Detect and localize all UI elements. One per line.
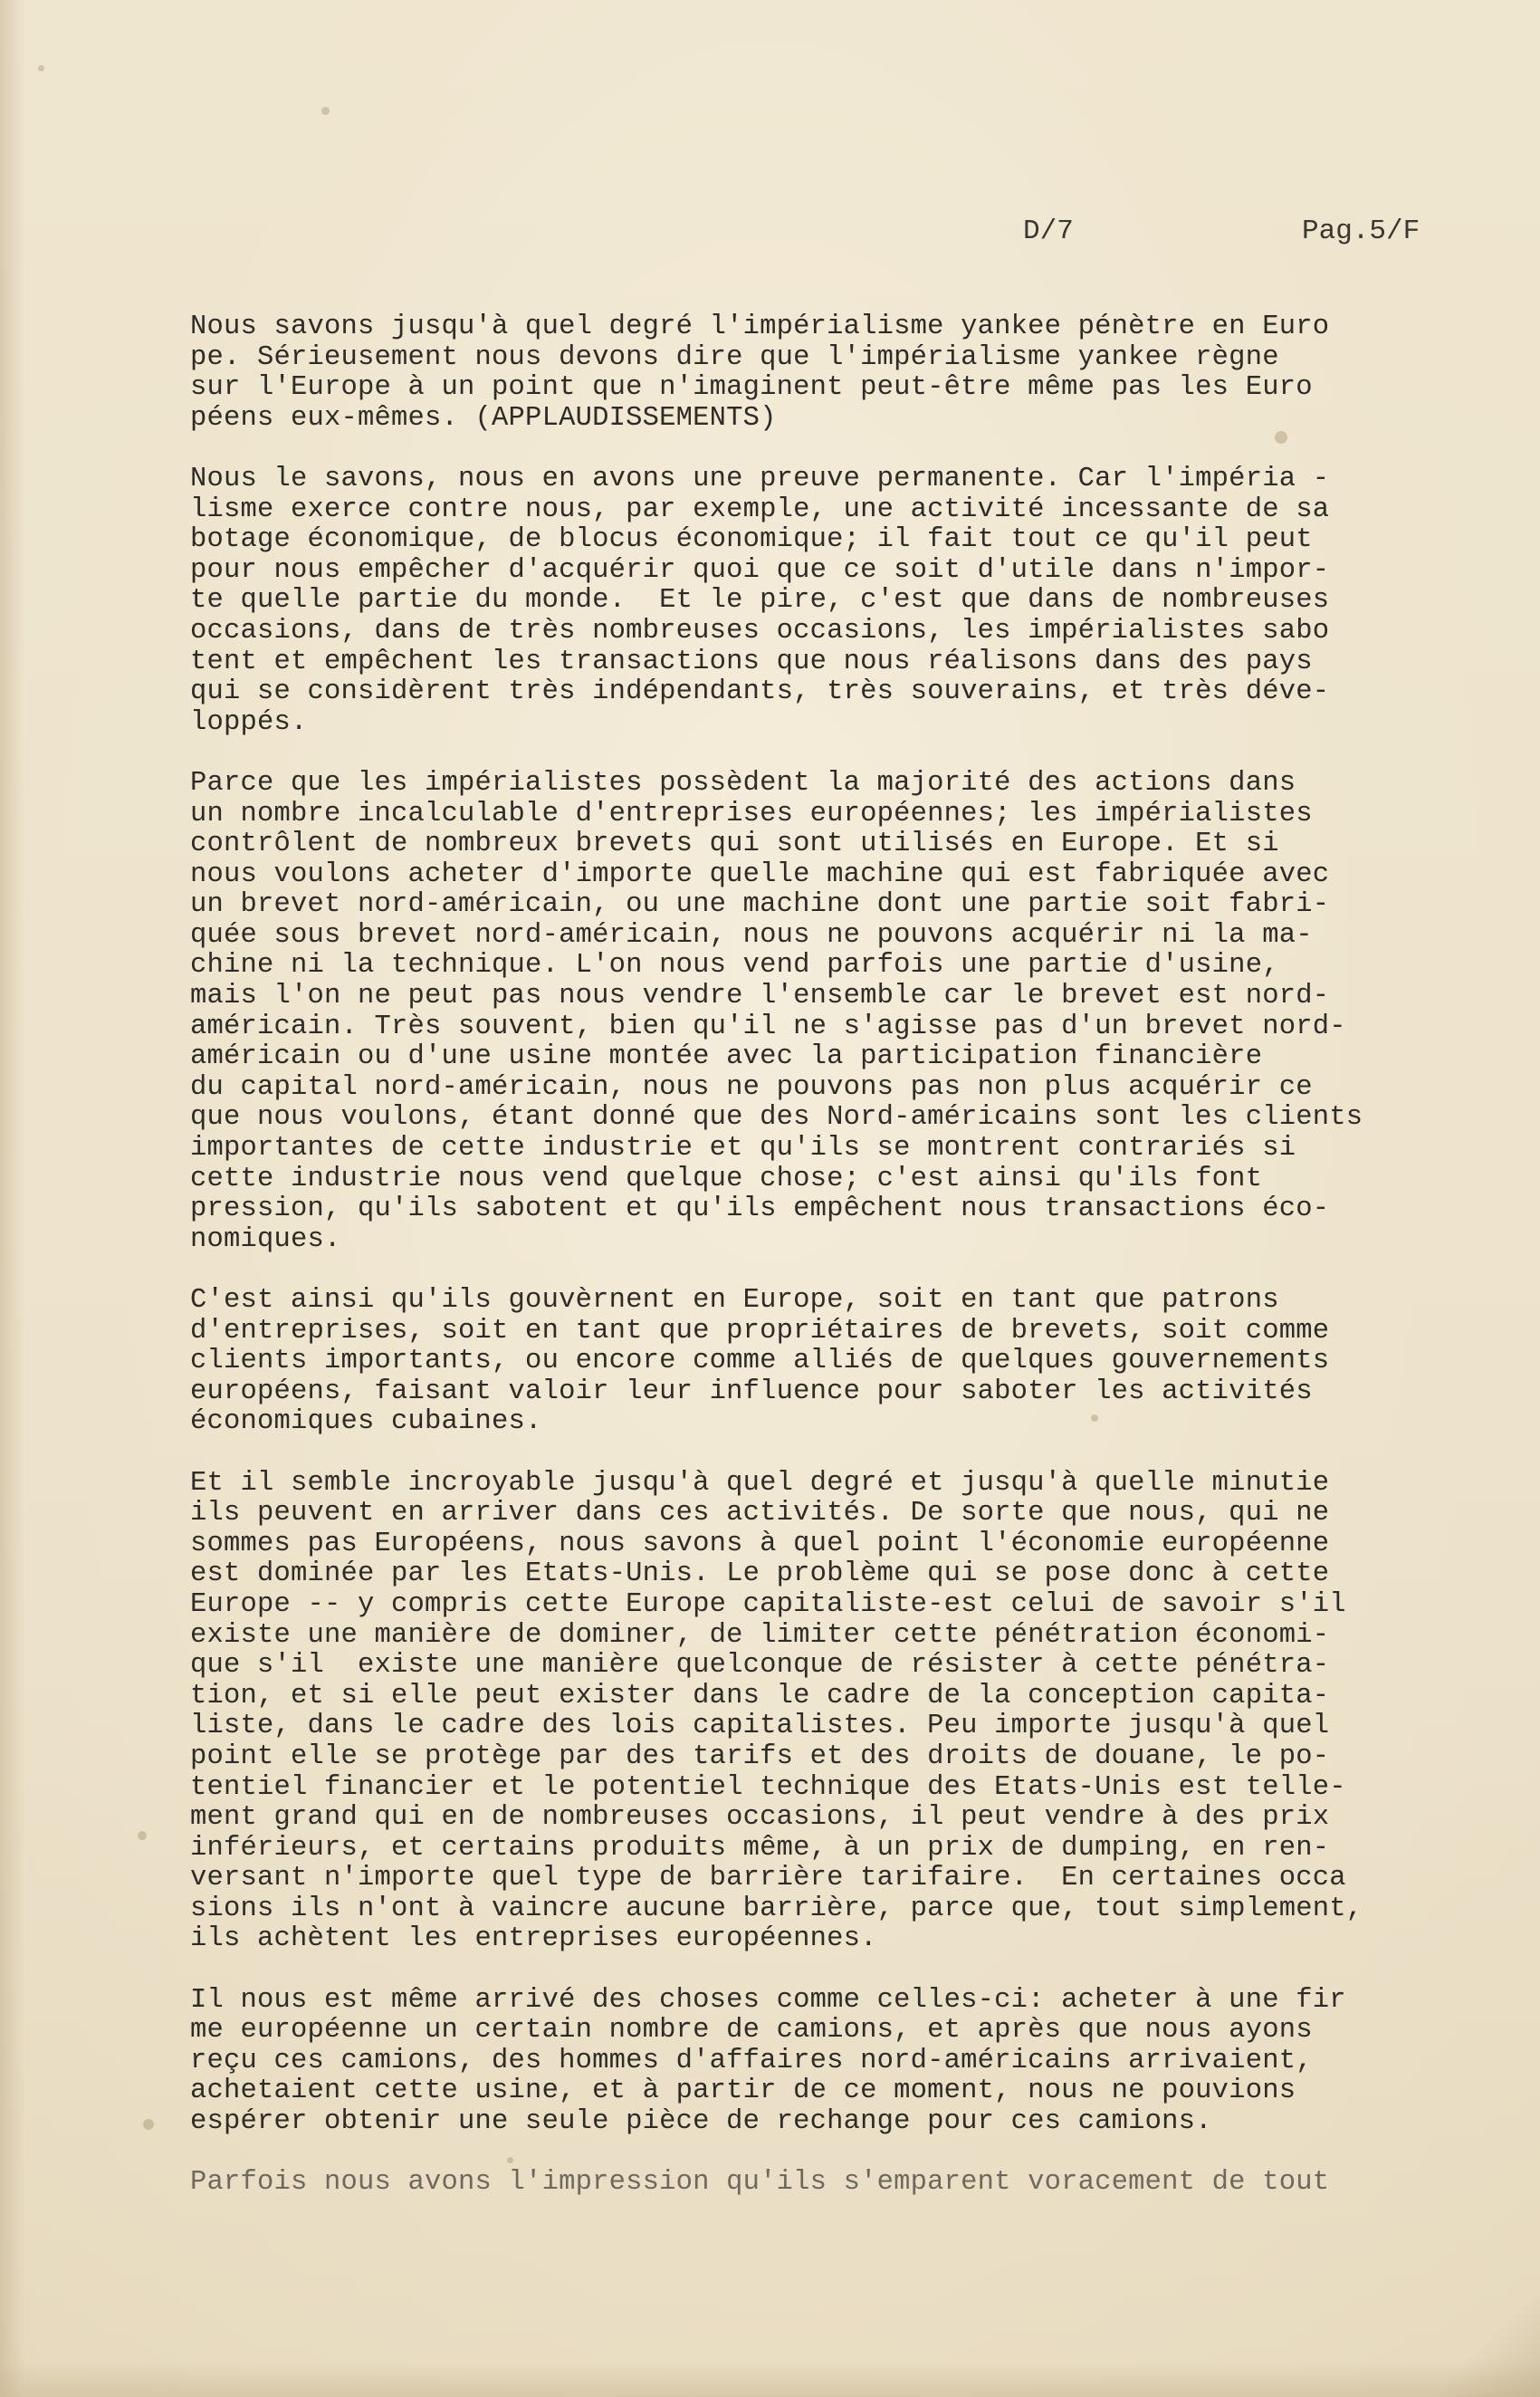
paragraph: [190, 1469, 1476, 1956]
text-line: tent et empêchent les transactions que nous réalisons dans des pays: [190, 646, 1313, 677]
paper-speck: [321, 107, 330, 115]
document-reference: D/7: [1023, 216, 1074, 247]
text-line: américain. Très souvent, bien qu'il ne s'agisse pas d'un brevet nord-: [190, 1011, 1346, 1042]
text-line: cette industrie nous vend quelque chose; c'est ainsi qu'ils font: [190, 1163, 1263, 1194]
text-line: point elle se protège par des tarifs et des droits de douane, le po-: [190, 1740, 1330, 1772]
text-line: ils peuvent en arriver dans ces activités. De sorte que nous, qui ne: [190, 1498, 1330, 1529]
page-number: Pag.5/F: [1302, 216, 1420, 247]
paper-speck: [143, 2119, 154, 2130]
text-line: me européenne un certain nombre de camions, et après que nous ayons: [190, 2015, 1313, 2047]
text-line: nous voulons acheter d'importe quelle machine qui est fabriquée avec: [190, 858, 1330, 890]
text-line: sommes pas Européens, nous savons à quel point l'économie européenne: [190, 1528, 1330, 1559]
text-line: Parce que les impérialistes possèdent la majorité des actions dans: [190, 767, 1296, 799]
paragraph: [190, 465, 1476, 738]
paper-corner-shadow: [1413, 2297, 1540, 2397]
text-line: achetaient cette usine, et à partir de ce moment, nous ne pouvions: [190, 2076, 1296, 2107]
text-line: existe une manière de dominer, de limiter cette pénétration économi-: [190, 1619, 1330, 1651]
text-line: un brevet nord-américain, ou une machine dont une partie soit fabri-: [190, 889, 1330, 921]
text-line: te quelle partie du monde. Et le pire, c'est que dans de nombreuses: [190, 585, 1330, 617]
text-line: chine ni la technique. L'on nous vend parfois une partie d'usine,: [190, 950, 1279, 982]
paragraph: [190, 2168, 1476, 2199]
text-line: Et il semble incroyable jusqu'à quel degré et jusqu'à quelle minutie: [190, 1467, 1330, 1499]
text-line: Parfois nous avons l'impression qu'ils s'emparent voracement de tout: [190, 2167, 1330, 2199]
text-line: Europe -- y compris cette Europe capitaliste-est celui de savoir s'il: [190, 1588, 1346, 1620]
paper-edge-bottom: [0, 2361, 1540, 2397]
document-body: [190, 312, 1476, 2229]
text-line: Nous le savons, nous en avons une preuve permanente. Car l'impéria -: [190, 463, 1330, 494]
text-line: sur l'Europe à un point que n'imaginent peut-être même pas les Euro: [190, 372, 1313, 404]
text-line: d'entreprises, soit en tant que propriétaires de brevets, soit comme: [190, 1315, 1330, 1347]
text-line: ils achètent les entreprises européennes.: [190, 1923, 877, 1955]
page-header: [1023, 216, 1449, 252]
text-line: que s'il existe une manière quelconque de résister à cette pénétra-: [190, 1650, 1330, 1682]
text-line: tentiel financier et le potentiel technique des Etats-Unis est telle-: [190, 1771, 1346, 1803]
text-line: clients importants, ou encore comme alliés de quelques gouvernements: [190, 1346, 1330, 1377]
paper-edge-left: [0, 0, 25, 2397]
text-line: reçu ces camions, des hommes d'affaires nord-américains arrivaient,: [190, 2045, 1313, 2076]
text-line: américain ou d'une usine montée avec la participation financière: [190, 1041, 1263, 1073]
text-line: européens, faisant valoir leur influence pour saboter les activités: [190, 1376, 1313, 1407]
text-line: ment grand qui en de nombreuses occasions, il peut vendre à des prix: [190, 1802, 1330, 1834]
text-line: un nombre incalculable d'entreprises européennes; les impérialistes: [190, 798, 1313, 829]
text-line: liste, dans le cadre des lois capitalistes. Peu importe jusqu'à quel: [190, 1711, 1330, 1742]
paper-speck: [38, 65, 44, 72]
paper-speck: [138, 1831, 147, 1840]
text-line: qui se considèrent très indépendants, très souverains, et très déve-: [190, 676, 1330, 708]
text-line: Il nous est même arrivé des choses comme celles-ci: acheter à une fir: [190, 1984, 1346, 2016]
text-line: mais l'on ne peut pas nous vendre l'ensemble car le brevet est nord-: [190, 981, 1330, 1012]
text-line: Nous savons jusqu'à quel degré l'impérialisme yankee pénètre en Euro: [190, 312, 1330, 342]
text-line: importantes de cette industrie et qu'ils se montrent contrariés si: [190, 1133, 1296, 1165]
paragraph: [190, 312, 1476, 434]
paragraph: [190, 769, 1476, 1256]
text-line: quée sous brevet nord-américain, nous ne pouvons acquérir ni la ma-: [190, 919, 1313, 951]
text-line: économiques cubaines.: [190, 1406, 542, 1438]
text-line: versant n'importe quel type de barrière tarifaire. En certaines occa: [190, 1863, 1346, 1894]
text-line: pour nous empêcher d'acquérir quoi que ce soit d'utile dans n'impor-: [190, 554, 1330, 586]
text-line: occasions, dans de très nombreuses occasions, les impérialistes sabo: [190, 615, 1330, 647]
text-line: espérer obtenir une seule pièce de rechange pour ces camions.: [190, 2106, 1212, 2138]
paragraph: [190, 1986, 1476, 2138]
text-line: lisme exerce contre nous, par exemple, une activité incessante de sa: [190, 494, 1330, 525]
text-line: inférieurs, et certains produits même, à un prix de dumping, en ren-: [190, 1832, 1330, 1864]
text-line: est dominée par les Etats-Unis. Le problème qui se pose donc à cette: [190, 1558, 1330, 1590]
text-line: contrôlent de nombreux brevets qui sont utilisés en Europe. Et si: [190, 829, 1279, 860]
text-line: nomiques.: [190, 1223, 341, 1255]
text-line: pression, qu'ils sabotent et qu'ils empêchent nous transactions éco-: [190, 1194, 1330, 1225]
text-line: que nous voulons, étant donné que des Nord-américains sont les clients: [190, 1102, 1363, 1134]
text-line: sions ils n'ont à vaincre aucune barrière, parce que, tout simplement,: [190, 1893, 1363, 1924]
paragraph: [190, 1286, 1476, 1438]
text-line: loppés.: [190, 706, 308, 738]
text-line: du capital nord-américain, nous ne pouvons pas non plus acquérir ce: [190, 1071, 1313, 1103]
text-line: péens eux-mêmes. (APPLAUDISSEMENTS): [190, 402, 777, 434]
text-line: pe. Sérieusement nous devons dire que l'impérialisme yankee règne: [190, 341, 1279, 373]
text-line: C'est ainsi qu'ils gouvèrnent en Europe, soit en tant que patrons: [190, 1285, 1279, 1316]
text-line: botage économique, de blocus économique; il fait tout ce qu'il peut: [190, 524, 1313, 556]
text-line: tion, et si elle peut exister dans le cadre de la conception capita-: [190, 1680, 1330, 1711]
